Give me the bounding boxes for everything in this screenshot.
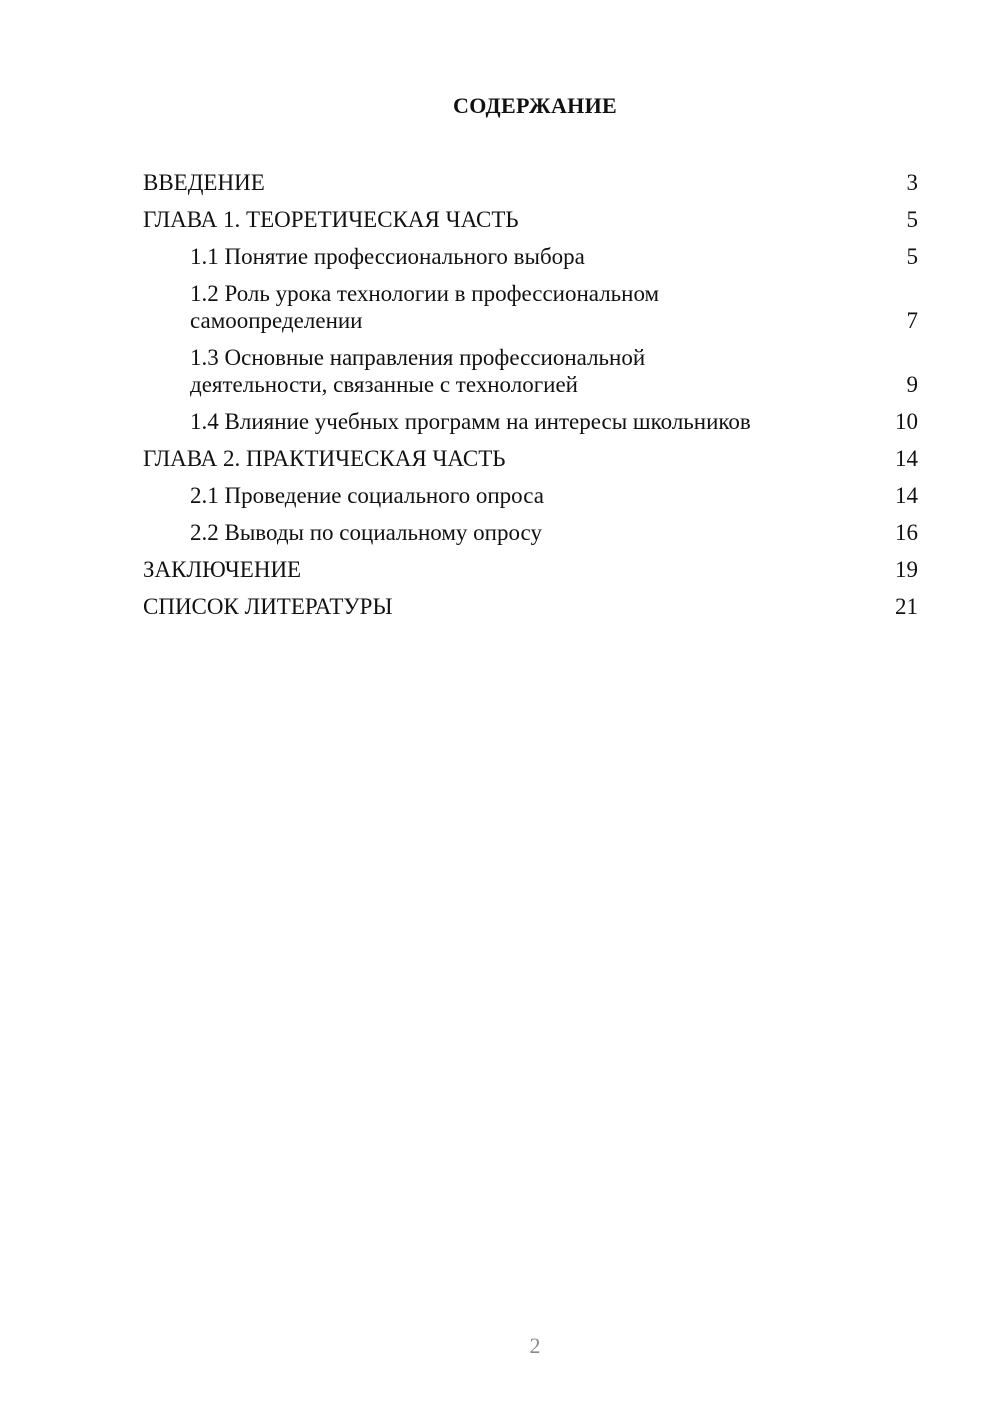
toc-item-page: 19 [895,557,918,582]
toc-item-page: 5 [906,207,918,232]
toc-item-label: 2.1 Проведение социального опроса [190,483,544,508]
toc-item-page: 3 [906,170,918,195]
table-of-contents [143,169,918,630]
toc-item-page: 5 [906,244,918,269]
toc-item-references[interactable] [143,593,918,620]
toc-item-section-1-2[interactable] [143,280,918,334]
page-title: СОДЕРЖАНИЕ [453,93,617,118]
toc-item-label: СПИСОК ЛИТЕРАТУРЫ [143,594,393,619]
toc-item-introduction[interactable] [143,169,918,196]
toc-item-label: ГЛАВА 2. ПРАКТИЧЕСКАЯ ЧАСТЬ [143,446,506,471]
toc-item-page: 16 [895,520,918,545]
toc-item-label: ВВЕДЕНИЕ [143,170,265,195]
toc-item-section-2-1[interactable] [143,482,918,509]
toc-item-chapter-2[interactable] [143,445,918,472]
toc-item-conclusion[interactable] [143,556,918,583]
toc-item-page: 7 [906,308,918,333]
toc-item-label: 2.2 Выводы по социальному опросу [190,520,542,545]
toc-item-section-1-1[interactable] [143,243,918,270]
toc-item-section-1-4[interactable] [143,408,918,435]
toc-item-label: 1.3 Основные направления профессиональной деятельности, связанные с технологией [190,345,646,397]
toc-item-page: 14 [895,483,918,508]
toc-item-label: 1.4 Влияние учебных программ на интересы школьников [190,409,751,434]
toc-item-label: 1.1 Понятие профессионального выбора [190,244,585,269]
toc-item-label: 1.2 Роль урока технологии в профессиональном самоопределении [190,281,660,333]
toc-item-label: ГЛАВА 1. ТЕОРЕТИЧЕСКАЯ ЧАСТЬ [143,207,519,232]
page-number: 2 [529,1333,541,1358]
toc-item-section-2-2[interactable] [143,519,918,546]
toc-item-page: 14 [895,446,918,471]
toc-item-chapter-1[interactable] [143,206,918,233]
toc-item-page: 9 [906,372,918,397]
toc-item-page: 21 [895,594,918,619]
toc-item-section-1-3[interactable] [143,344,918,398]
toc-item-page: 10 [895,409,918,434]
toc-item-label: ЗАКЛЮЧЕНИЕ [143,557,302,582]
